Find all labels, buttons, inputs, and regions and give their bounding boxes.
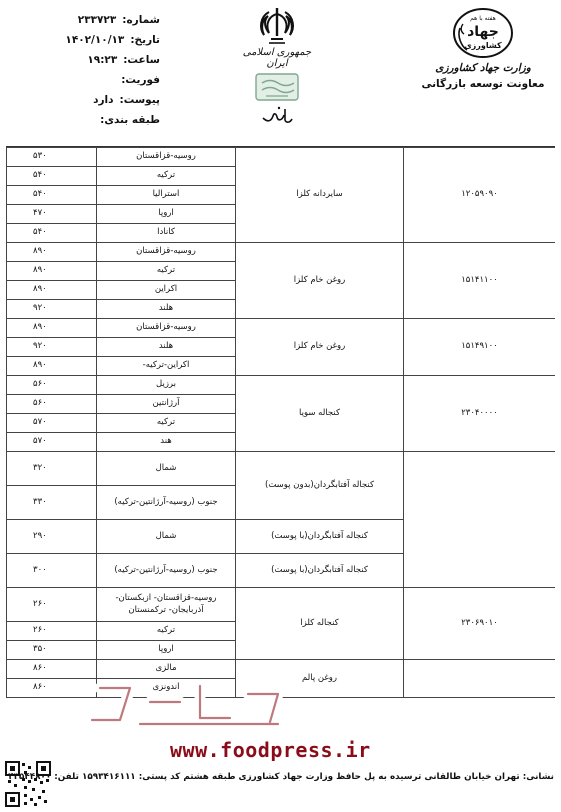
table-row [7, 452, 556, 486]
origin-country-cell: اکراین-ترکیه- [97, 357, 236, 376]
meta-value: ۲۳۳۷۲۳ [77, 14, 117, 26]
foodpress-watermark-icon [80, 672, 290, 736]
origin-country-cell: شمال [97, 452, 236, 486]
origin-country-cell: روسیه-قزاقستان [97, 148, 236, 167]
origin-country-cell: شمال [97, 520, 236, 554]
product-name-cell: روغن پالم [236, 660, 404, 698]
year-slogan-stamp-icon [254, 72, 300, 102]
product-name-cell: کنجاله آفتابگردان(با پوست) [236, 554, 404, 588]
footer-address: نشانی: تهران خیابان طالقانی ترسیده به پل حافظ وزارت جهاد کشاورزی طبقه هشتم کد پستی: ۱۵۹۳۴۱۶۱۱۱ تلفن: ۴۳۵۴۴۸۰۰ [8, 772, 554, 782]
deputy-name: معاونت توسعه بازرگانی [421, 78, 545, 90]
svg-text:کشاورزی: کشاورزی [464, 41, 502, 50]
basmala-signature-icon [259, 104, 295, 126]
price-cell: ۸۹۰ [7, 281, 97, 300]
tariff-code-cell: ۱۵۱۴۱۱۰۰ [404, 243, 556, 319]
meta-label: تاریخ: [130, 34, 160, 46]
price-cell: ۹۲۰ [7, 338, 97, 357]
product-name-cell: کنجاله آفتابگردان(با پوست) [236, 520, 404, 554]
table-row [7, 243, 556, 262]
price-cell: ۲۹۰ [7, 520, 97, 554]
svg-text:هفته با هم: هفته با هم [470, 15, 496, 22]
table-row [7, 148, 556, 167]
price-cell: ۳۵۰ [7, 641, 97, 660]
table-row [7, 588, 556, 622]
origin-country-cell: هلند [97, 338, 236, 357]
tariff-code-cell: ۱۲۰۵۹۰۹۰ [404, 148, 556, 243]
product-name-cell: روغن خام کلزا [236, 319, 404, 376]
price-cell: ۵۶۰ [7, 376, 97, 395]
state-emblem-block [232, 6, 322, 140]
qr-code-icon [4, 760, 52, 808]
product-name-cell: کنجاله سویا [236, 376, 404, 452]
price-cell: ۸۶۰ [7, 679, 97, 698]
origin-country-cell: استرالیا [97, 186, 236, 205]
letter-meta [30, 10, 160, 130]
origin-country-cell: جنوب (روسیه-آرژانتین-ترکیه) [97, 554, 236, 588]
price-cell: ۳۰۰ [7, 554, 97, 588]
svg-text:جهاد: جهاد [467, 24, 499, 40]
tariff-code-cell [404, 660, 556, 698]
origin-country-cell: جنوب (روسیه-آرژانتین-ترکیه) [97, 486, 236, 520]
tariff-code-cell: ۲۳۰۴۰۰۰۰ [404, 376, 556, 452]
origin-country-cell: برزیل [97, 376, 236, 395]
meta-number [30, 10, 160, 30]
product-name-cell: روغن خام کلزا [236, 243, 404, 319]
origin-country-cell: هلند [97, 300, 236, 319]
origin-country-cell: روسیه-قزاقستان- ازبکستان-آذربایجان- ترکمنستان [97, 588, 236, 622]
iran-emblem-icon [255, 6, 299, 46]
meta-value: دارد [93, 94, 114, 106]
table-row [7, 376, 556, 395]
price-cell: ۹۲۰ [7, 300, 97, 319]
price-cell: ۸۹۰ [7, 357, 97, 376]
origin-country-cell: اروپا [97, 205, 236, 224]
tariff-code-cell: ۲۳۰۶۹۰۱۰ [404, 588, 556, 660]
table-row [7, 319, 556, 338]
origin-country-cell: هند [97, 433, 236, 452]
origin-country-cell: روسیه-قزاقستان [97, 243, 236, 262]
origin-country-cell: ترکیه [97, 622, 236, 641]
price-cell: ۵۶۰ [7, 395, 97, 414]
meta-time [30, 50, 160, 70]
origin-country-cell: مالزی [97, 660, 236, 679]
meta-value: ۱۹:۲۳ [87, 54, 118, 66]
origin-country-cell: اکراین [97, 281, 236, 300]
price-cell: ۵۷۰ [7, 414, 97, 433]
price-cell: ۵۴۰ [7, 224, 97, 243]
price-cell: ۸۹۰ [7, 262, 97, 281]
price-cell: ۵۷۰ [7, 433, 97, 452]
government-name: جمهوری اسلامی ایران [242, 47, 312, 69]
meta-label: پیوست: [119, 94, 160, 106]
meta-urgency [30, 70, 160, 90]
ministry-name: وزارت جهاد کشاورزی [435, 62, 531, 74]
product-name-cell: کنجاله آفتابگردان(بدون پوست) [236, 452, 404, 520]
origin-country-cell: آرژانتین [97, 395, 236, 414]
origin-country-cell: کانادا [97, 224, 236, 243]
price-cell: ۴۷۰ [7, 205, 97, 224]
price-cell: ۲۶۰ [7, 588, 97, 622]
jahad-keshavarzi-logo-icon [451, 6, 515, 60]
origin-country-cell: اندونزی [97, 679, 236, 698]
meta-value: ۱۴۰۲/۱۰/۱۳ [65, 34, 125, 46]
origin-country-cell: ترکیه [97, 262, 236, 281]
meta-attachment [30, 90, 160, 110]
meta-label: طبقه بندی: [100, 114, 160, 126]
watermark-url: www.foodpress.ir [170, 738, 371, 762]
price-cell: ۸۶۰ [7, 660, 97, 679]
price-cell: ۵۴۰ [7, 186, 97, 205]
price-cell: ۳۲۰ [7, 452, 97, 486]
product-name-cell: سایردانه کلزا [236, 148, 404, 243]
price-cell: ۸۹۰ [7, 243, 97, 262]
price-cell: ۸۹۰ [7, 319, 97, 338]
price-cell: ۵۴۰ [7, 167, 97, 186]
price-table [6, 147, 555, 698]
origin-country-cell: ترکیه [97, 414, 236, 433]
meta-label: ساعت: [123, 54, 160, 66]
price-table-body [7, 148, 556, 698]
origin-country-cell: ترکیه [97, 167, 236, 186]
origin-country-cell: روسیه-قزاقستان [97, 319, 236, 338]
origin-country-cell: اروپا [97, 641, 236, 660]
tariff-code-cell [404, 452, 556, 588]
meta-label: فوریت: [121, 74, 160, 86]
tariff-code-cell: ۱۵۱۴۹۱۰۰ [404, 319, 556, 376]
meta-date [30, 30, 160, 50]
price-cell: ۲۶۰ [7, 622, 97, 641]
ministry-block [418, 6, 548, 90]
product-name-cell: کنجاله کلزا [236, 588, 404, 660]
meta-label: شماره: [122, 14, 160, 26]
meta-classification [30, 110, 160, 130]
price-cell: ۳۳۰ [7, 486, 97, 520]
price-cell: ۵۳۰ [7, 148, 97, 167]
